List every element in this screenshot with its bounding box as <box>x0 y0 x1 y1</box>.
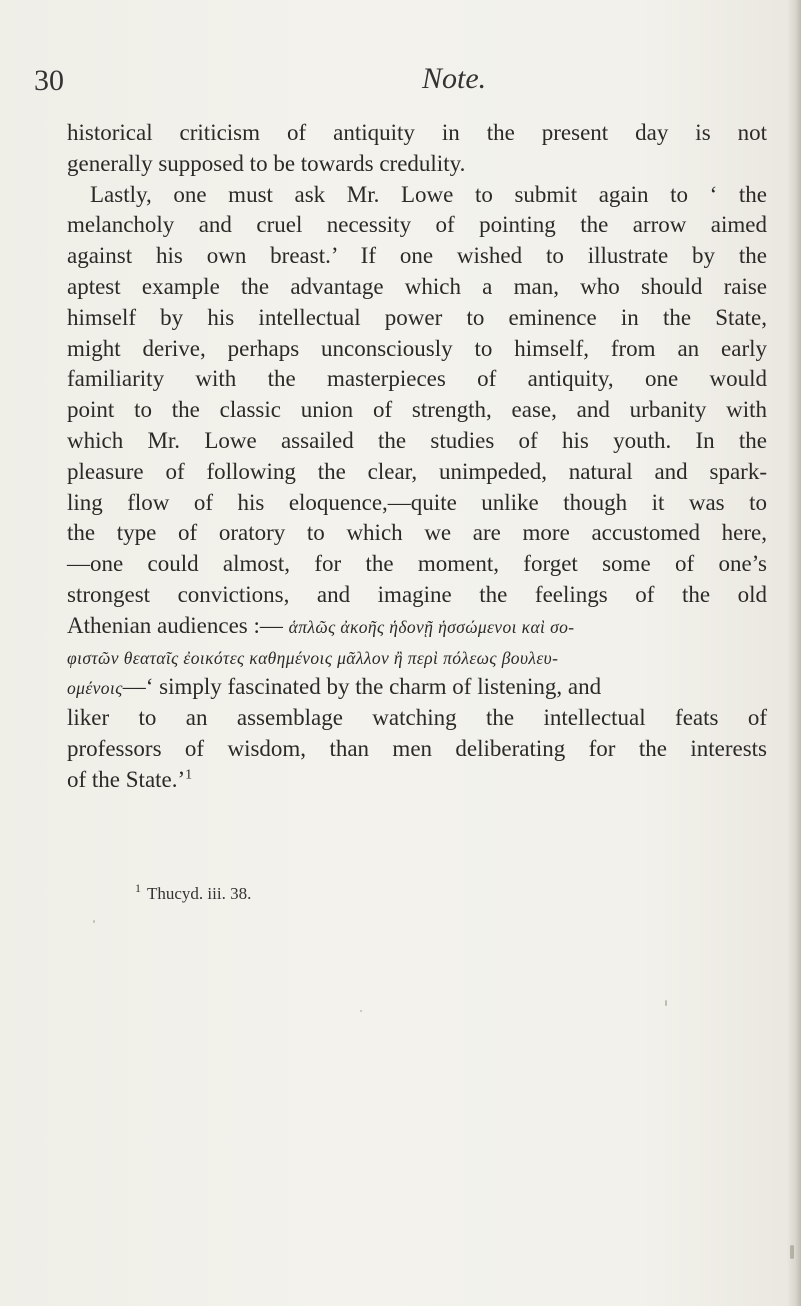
text-line: —one could almost, for the moment, forget some of one’s <box>67 551 767 577</box>
text-line-greek-quote <box>67 611 767 642</box>
text-line: himself by his intellectual power to eminence in the State, <box>67 304 767 330</box>
text-line: point to the classic union of strength, ease, and urbanity with <box>67 397 767 423</box>
text-line: familiarity with the masterpieces of antiquity, one would <box>67 366 767 392</box>
text-fragment: —‘ simply fascinated by the charm of listening, and <box>122 674 602 700</box>
running-title: Note. <box>422 62 487 95</box>
text-line <box>67 765 767 796</box>
text-line-greek-quote <box>67 672 767 703</box>
page-header <box>0 62 801 102</box>
footnote-marker: 1 <box>185 767 193 783</box>
page-number: 30 <box>34 64 64 97</box>
text-line: against his own breast.’ If one wished to illustrate by the <box>67 243 767 269</box>
text-line-greek-quote <box>67 642 767 673</box>
text-fragment: of the State.’ <box>67 766 186 792</box>
greek-quotation: φιστῶν θεαταῖς ἐοικότες καθημένοις μᾶλλον ἢ περὶ πόλεως βουλευ- <box>67 647 559 668</box>
text-line: ling flow of his eloquence,—quite unlike though it was to <box>67 489 767 515</box>
page-edge-shadow <box>787 0 801 1306</box>
text-line: liker to an assemblage watching the intellectual feats of <box>67 705 767 731</box>
text-line: melancholy and cruel necessity of pointing the arrow aimed <box>67 212 767 238</box>
greek-quotation: ἁπλῶς ἀκοῆς ἡδονῇ ἡσσώμενοι καὶ σο- <box>288 616 575 637</box>
text-line: historical criticism of antiquity in the present day is not <box>67 120 767 145</box>
greek-quotation: ομένοις <box>67 678 123 699</box>
text-line: might derive, perhaps unconsciously to himself, from an early <box>67 335 767 361</box>
text-fragment: Athenian audiences :— <box>67 612 289 638</box>
footnote-text: Thucyd. iii. 38. <box>147 884 252 903</box>
footnote <box>135 881 252 904</box>
text-line: pleasure of following the clear, unimpeded, natural and spark- <box>67 458 767 484</box>
text-line: which Mr. Lowe assailed the studies of his youth. In the <box>67 427 767 453</box>
text-line: professors of wisdom, than men deliberating for the interests <box>67 735 767 761</box>
text-line: Lastly, one must ask Mr. Lowe to submit again to ‘ the <box>90 181 767 207</box>
text-line: the type of oratory to which we are more accustomed here, <box>67 520 767 546</box>
body-text <box>67 118 767 796</box>
text-line: generally supposed to be towards credulity. <box>67 150 466 176</box>
text-line: strongest convictions, and imagine the feelings of the old <box>67 581 767 607</box>
text-line: aptest example the advantage which a man, who should raise <box>67 273 767 299</box>
footnote-number: 1 <box>135 881 141 896</box>
